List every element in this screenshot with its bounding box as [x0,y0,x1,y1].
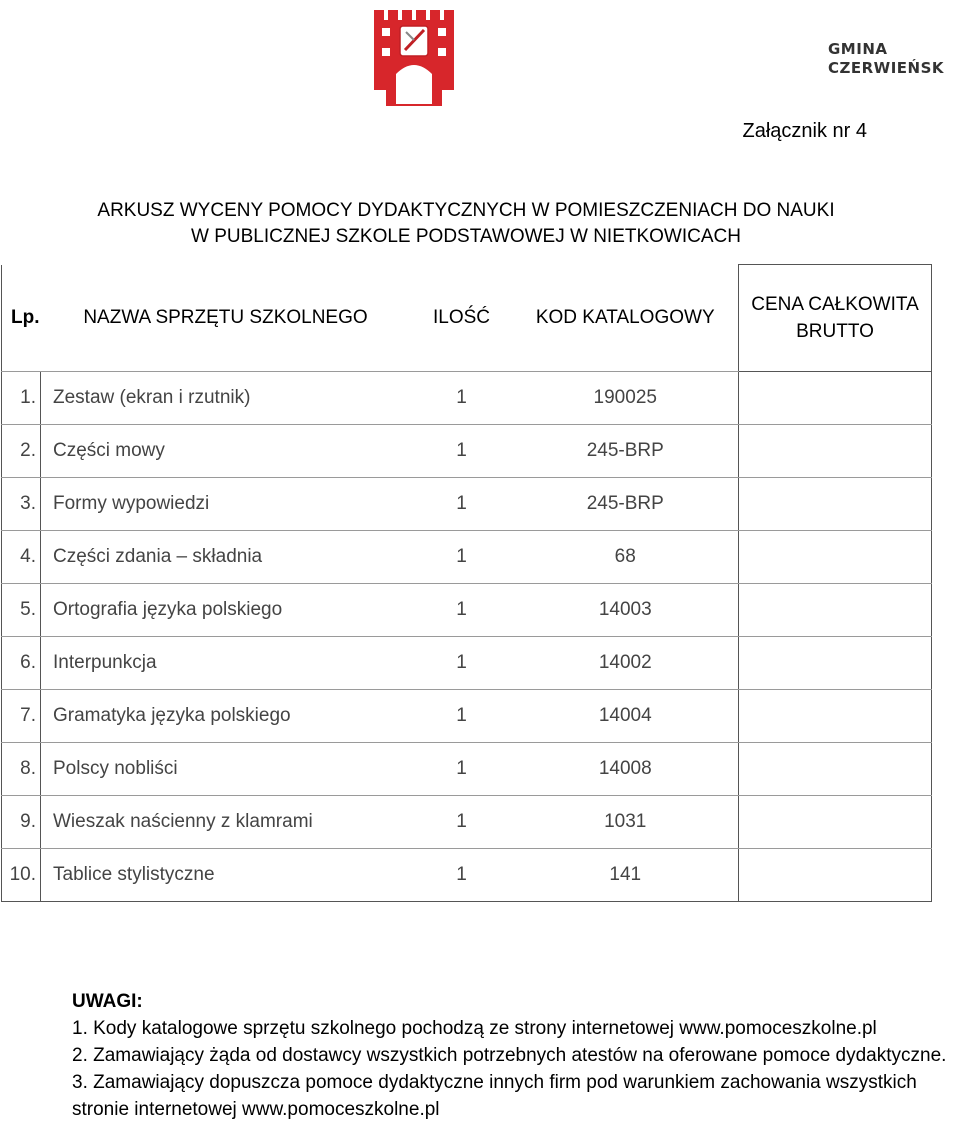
cell-name: Formy wypowiedzi [41,478,411,531]
cell-price[interactable] [739,425,932,478]
table-row [2,690,932,743]
cell-lp: 1. [2,372,41,425]
note-item-4: stronie internetowej www.pomoceszkolne.pl [72,1099,440,1120]
cell-name: Ortografia języka polskiego [41,584,411,637]
column-header-name: NAZWA SPRZĘTU SZKOLNEGO [41,265,411,372]
note-item-2: 2. Zamawiający żąda od dostawcy wszystkich potrzebnych atestów na oferowane pomoce dydaktyczne. [72,1045,947,1066]
cell-qty: 1 [411,425,513,478]
column-header-price-line2: BRUTTO [796,321,874,342]
cell-qty: 1 [411,584,513,637]
table-row [2,796,932,849]
cell-lp: 5. [2,584,41,637]
cell-qty: 1 [411,531,513,584]
note-item-3: 3. Zamawiający dopuszcza pomoce dydaktyczne innych firm pod warunkiem zachowania wszystkich [72,1072,917,1093]
logo-text-line1: GMINA [828,40,888,58]
table-row [2,372,932,425]
document-title-line1: ARKUSZ WYCENY POMOCY DYDAKTYCZNYCH W POMIESZCZENIACH DO NAUKI [97,200,835,221]
cell-qty: 1 [411,478,513,531]
cell-code: 245-BRP [513,478,739,531]
cell-name: Polscy nobliści [41,743,411,796]
table-row [2,584,932,637]
cell-price[interactable] [739,372,932,425]
pricing-table [1,264,932,902]
cell-price[interactable] [739,743,932,796]
column-header-price [739,265,932,372]
logo-text [828,40,944,78]
cell-code: 68 [513,531,739,584]
table-header-row [2,265,932,372]
cell-name: Tablice stylistyczne [41,849,411,902]
coat-of-arms-icon [372,4,462,110]
cell-qty: 1 [411,849,513,902]
cell-qty: 1 [411,796,513,849]
cell-lp: 2. [2,425,41,478]
table-row [2,637,932,690]
cell-name: Części zdania – składnia [41,531,411,584]
cell-price[interactable] [739,796,932,849]
cell-code: 14008 [513,743,739,796]
table-row [2,531,932,584]
cell-code: 14002 [513,637,739,690]
cell-lp: 10. [2,849,41,902]
cell-lp: 8. [2,743,41,796]
column-header-price-line1: CENA CAŁKOWITA [751,294,919,315]
cell-code: 1031 [513,796,739,849]
cell-code: 14004 [513,690,739,743]
logo-text-line2: CZERWIEŃSK [828,59,945,77]
cell-price[interactable] [739,531,932,584]
cell-price[interactable] [739,849,932,902]
notes-title: UWAGI: [72,991,143,1012]
note-item-1: 1. Kody katalogowe sprzętu szkolnego pochodzą ze strony internetowej www.pomoceszkolne.pl [72,1018,877,1039]
cell-name: Interpunkcja [41,637,411,690]
cell-code: 190025 [513,372,739,425]
cell-lp: 4. [2,531,41,584]
table-row [2,849,932,902]
column-header-lp [2,265,41,372]
cell-code: 141 [513,849,739,902]
cell-qty: 1 [411,372,513,425]
column-header-code: KOD KATALOGOWY [513,265,739,372]
cell-name: Zestaw (ekran i rzutnik) [41,372,411,425]
document-title-line2: W PUBLICZNEJ SZKOLE PODSTAWOWEJ W NIETKOWICACH [191,226,741,247]
cell-price[interactable] [739,637,932,690]
cell-lp: 7. [2,690,41,743]
cell-qty: 1 [411,690,513,743]
cell-lp: 3. [2,478,41,531]
cell-code: 245-BRP [513,425,739,478]
column-header-lp-label: Lp. [11,306,40,328]
cell-lp: 6. [2,637,41,690]
cell-qty: 1 [411,743,513,796]
table-row [2,478,932,531]
cell-price[interactable] [739,690,932,743]
gmina-logo [372,4,945,110]
notes-section [72,988,952,1123]
cell-name: Części mowy [41,425,411,478]
cell-code: 14003 [513,584,739,637]
column-header-qty: ILOŚĆ [411,265,513,372]
attachment-label: Załącznik nr 4 [742,120,867,142]
cell-name: Gramatyka języka polskiego [41,690,411,743]
cell-price[interactable] [739,584,932,637]
cell-name: Wieszak naścienny z klamrami [41,796,411,849]
table-row [2,425,932,478]
cell-lp: 9. [2,796,41,849]
document-title [0,198,932,250]
cell-qty: 1 [411,637,513,690]
table-row [2,743,932,796]
cell-price[interactable] [739,478,932,531]
